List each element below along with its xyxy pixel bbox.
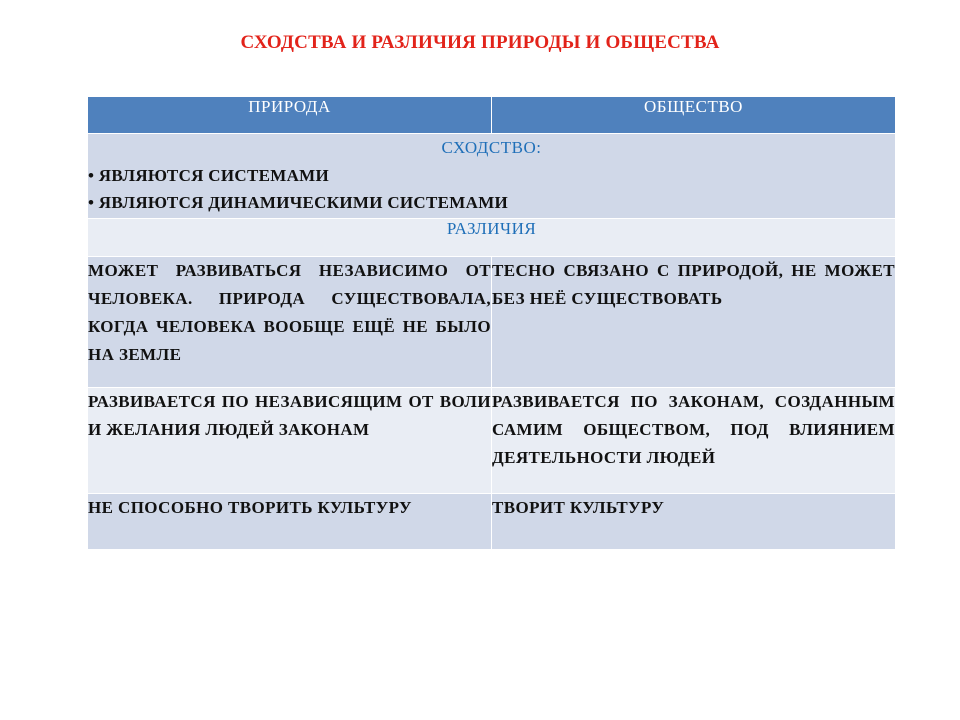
differences-heading: РАЗЛИЧИЯ <box>88 219 896 257</box>
society-cell: ТВОРИТ КУЛЬТУРУ <box>492 494 896 550</box>
society-cell: РАЗВИВАЕТСЯ ПО ЗАКОНАМ, СОЗДАННЫМ САМИМ ОБЩЕСТВОМ, ПОД ВЛИЯНИЕМ ДЕЯТЕЛЬНОСТИ ЛЮДЕЙ <box>492 388 896 494</box>
table-row <box>88 388 896 494</box>
similarity-heading: СХОДСТВО: <box>441 138 542 157</box>
differences-heading-row <box>88 219 896 257</box>
nature-cell: НЕ СПОСОБНО ТВОРИТЬ КУЛЬТУРУ <box>88 494 492 550</box>
page-title: СХОДСТВА И РАЗЛИЧИЯ ПРИРОДЫ И ОБЩЕСТВА <box>240 32 720 53</box>
header-society: ОБЩЕСТВО <box>492 97 896 134</box>
table-row <box>88 494 896 550</box>
nature-cell: МОЖЕТ РАЗВИВАТЬСЯ НЕЗАВИСИМО ОТ ЧЕЛОВЕКА. ПРИРОДА СУЩЕСТВОВАЛА, КОГДА ЧЕЛОВЕКА ВООБЩЕ ЕЩЁ НЕ БЫЛО НА ЗЕМЛЕ <box>88 257 492 388</box>
similarity-item: • ЯВЛЯЮТСЯ ДИНАМИЧЕСКИМИ СИСТЕМАМИ <box>88 193 509 212</box>
similarity-row <box>88 134 896 219</box>
society-cell: ТЕСНО СВЯЗАНО С ПРИРОДОЙ, НЕ МОЖЕТ БЕЗ НЕЁ СУЩЕСТВОВАТЬ <box>492 257 896 388</box>
similarity-cell <box>88 134 896 219</box>
similarity-item: • ЯВЛЯЮТСЯ СИСТЕМАМИ <box>88 166 330 185</box>
table-row <box>88 257 896 388</box>
header-nature: ПРИРОДА <box>88 97 492 134</box>
comparison-table <box>87 96 896 550</box>
table-header-row <box>88 97 896 134</box>
nature-cell: РАЗВИВАЕТСЯ ПО НЕЗАВИСЯЩИМ ОТ ВОЛИ И ЖЕЛАНИЯ ЛЮДЕЙ ЗАКОНАМ <box>88 388 492 494</box>
